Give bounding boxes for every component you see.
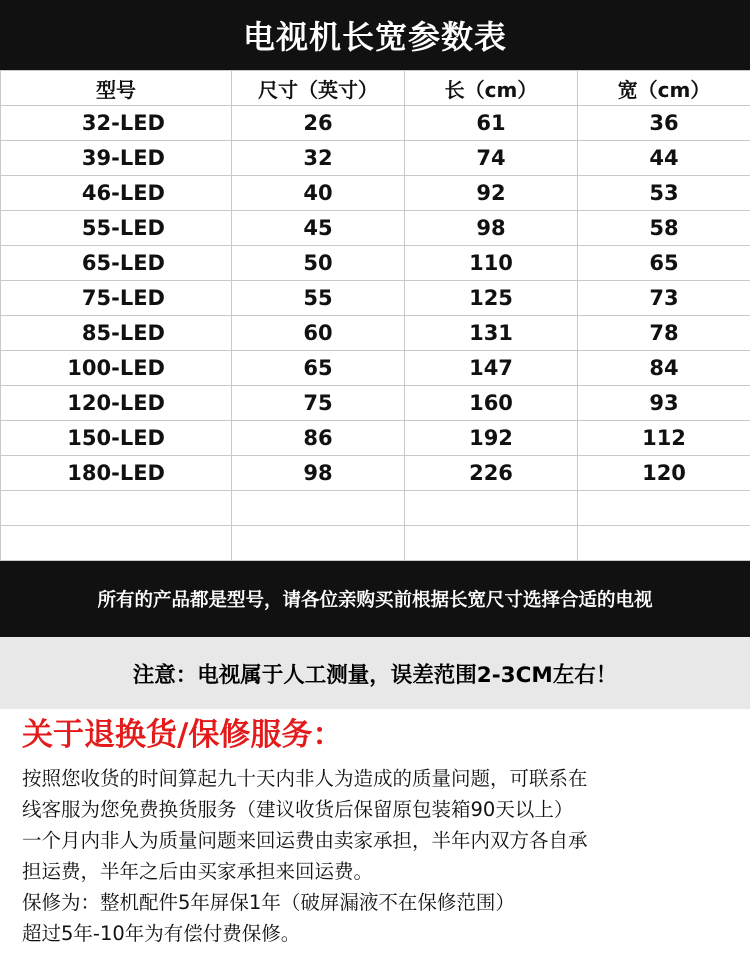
cell-length: 160 xyxy=(405,386,578,421)
cell-size: 26 xyxy=(232,106,405,141)
table-row xyxy=(1,421,750,456)
cell-width: 65 xyxy=(578,246,750,281)
empty-cell xyxy=(1,491,232,526)
cell-width: 58 xyxy=(578,211,750,246)
cell-width: 36 xyxy=(578,106,750,141)
cell-length: 147 xyxy=(405,351,578,386)
cell-length: 92 xyxy=(405,176,578,211)
table-row xyxy=(1,211,750,246)
table-body xyxy=(1,106,750,561)
cell-width: 78 xyxy=(578,316,750,351)
cell-width: 112 xyxy=(578,421,750,456)
empty-cell xyxy=(1,526,232,561)
column-header-size: 尺寸（英寸） xyxy=(232,71,405,106)
cell-model: 180-LED xyxy=(1,456,232,491)
cell-length: 110 xyxy=(405,246,578,281)
empty-cell xyxy=(232,491,405,526)
cell-model: 55-LED xyxy=(1,211,232,246)
cell-size: 45 xyxy=(232,211,405,246)
empty-cell xyxy=(232,526,405,561)
cell-model: 65-LED xyxy=(1,246,232,281)
warranty-title: 关于退换货/保修服务： xyxy=(22,717,344,753)
cell-length: 98 xyxy=(405,211,578,246)
cell-width: 73 xyxy=(578,281,750,316)
cell-model: 85-LED xyxy=(1,316,232,351)
cell-width: 120 xyxy=(578,456,750,491)
empty-cell xyxy=(405,491,578,526)
cell-length: 74 xyxy=(405,141,578,176)
spec-table xyxy=(0,70,750,561)
cell-model: 39-LED xyxy=(1,141,232,176)
warranty-line: 一个月内非人为质量问题来回运费由卖家承担，半年内双方各自承 xyxy=(22,829,588,852)
cell-length: 226 xyxy=(405,456,578,491)
warranty-line: 线客服为您免费换货服务（建议收货后保留原包装箱90天以上） xyxy=(22,798,574,821)
notice-text: 注意：电视属于人工测量，误差范围2-3CM左右！ xyxy=(132,662,618,688)
warranty-section xyxy=(0,717,750,949)
empty-cell xyxy=(578,526,750,561)
empty-table-row xyxy=(1,526,750,561)
column-header-length: 长（cm） xyxy=(405,71,578,106)
cell-size: 65 xyxy=(232,351,405,386)
cell-length: 125 xyxy=(405,281,578,316)
empty-table-row xyxy=(1,491,750,526)
table-row xyxy=(1,316,750,351)
table-row xyxy=(1,176,750,211)
column-header-model: 型号 xyxy=(1,71,232,106)
cell-width: 84 xyxy=(578,351,750,386)
cell-model: 150-LED xyxy=(1,421,232,456)
column-header-width: 宽（cm） xyxy=(578,71,750,106)
cell-size: 86 xyxy=(232,421,405,456)
empty-cell xyxy=(405,526,578,561)
table-row xyxy=(1,246,750,281)
footer-note-bar xyxy=(0,561,750,637)
cell-size: 98 xyxy=(232,456,405,491)
cell-size: 60 xyxy=(232,316,405,351)
cell-width: 93 xyxy=(578,386,750,421)
table-row xyxy=(1,386,750,421)
table-row xyxy=(1,351,750,386)
cell-width: 44 xyxy=(578,141,750,176)
page-title-bar xyxy=(0,0,750,70)
cell-model: 120-LED xyxy=(1,386,232,421)
cell-length: 61 xyxy=(405,106,578,141)
empty-cell xyxy=(578,491,750,526)
warranty-line: 按照您收货的时间算起九十天内非人为造成的质量问题，可联系在 xyxy=(22,767,588,790)
table-row xyxy=(1,141,750,176)
cell-width: 53 xyxy=(578,176,750,211)
cell-model: 100-LED xyxy=(1,351,232,386)
cell-size: 32 xyxy=(232,141,405,176)
cell-length: 192 xyxy=(405,421,578,456)
cell-model: 75-LED xyxy=(1,281,232,316)
cell-size: 50 xyxy=(232,246,405,281)
warranty-line: 超过5年-10年为有偿付费保修。 xyxy=(22,922,301,945)
warranty-line: 保修为：整机配件5年屏保1年（破屏漏液不在保修范围） xyxy=(22,891,515,914)
notice-bar xyxy=(0,637,750,709)
table-row xyxy=(1,456,750,491)
table-header-row xyxy=(1,71,750,106)
footer-note: 所有的产品都是型号，请各位亲购买前根据长宽尺寸选择合适的电视 xyxy=(97,590,653,611)
cell-size: 55 xyxy=(232,281,405,316)
cell-model: 32-LED xyxy=(1,106,232,141)
cell-size: 75 xyxy=(232,386,405,421)
table-row xyxy=(1,281,750,316)
table-row xyxy=(1,106,750,141)
warranty-line: 担运费，半年之后由买家承担来回运费。 xyxy=(22,860,374,883)
cell-size: 40 xyxy=(232,176,405,211)
page-title: 电视机长宽参数表 xyxy=(242,18,507,56)
cell-length: 131 xyxy=(405,316,578,351)
cell-model: 46-LED xyxy=(1,176,232,211)
